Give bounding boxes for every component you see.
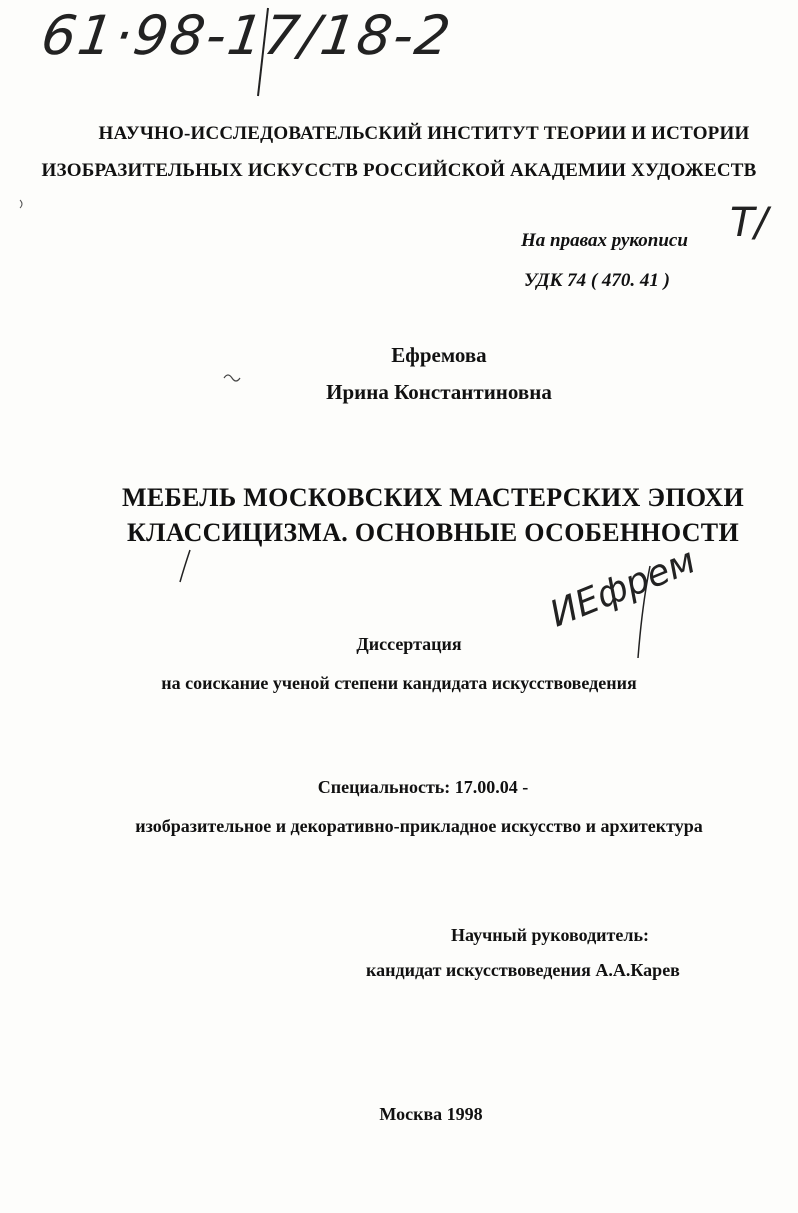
- handwritten-shelf-code: 61·98-17/18-2: [37, 4, 456, 67]
- author-surname: Ефремова: [391, 343, 487, 367]
- dissertation-title-line-1: МЕБЕЛЬ МОСКОВСКИХ МАСТЕРСКИХ ЭПОХИ: [122, 483, 744, 512]
- manuscript-rights: На правах рукописи: [521, 230, 688, 251]
- specialty-code: Специальность: 17.00.04 -: [317, 777, 529, 797]
- institute-line-1: НАУЧНО-ИССЛЕДОВАТЕЛЬСКИЙ ИНСТИТУТ ТЕОРИИ И ИСТОРИИ: [98, 123, 750, 144]
- handwritten-mark: Т/: [730, 200, 768, 246]
- author-given-name: Ирина Константиновна: [326, 380, 552, 404]
- author-signature: ИЕфрем: [544, 540, 702, 636]
- institute-line-2: ИЗОБРАЗИТЕЛЬНЫХ ИСКУССТВ РОССИЙСКОЙ АКАДЕМИИ ХУДОЖЕСТВ: [41, 160, 757, 181]
- specialty-name: изобразительное и декоративно-прикладное искусство и архитектура: [135, 816, 703, 836]
- supervisor-label: Научный руководитель:: [451, 925, 649, 945]
- place-and-year: Москва 1998: [379, 1104, 483, 1124]
- supervisor-name: кандидат искусствоведения А.А.Карев: [366, 960, 680, 980]
- dissertation-label: Диссертация: [356, 634, 462, 654]
- udk-code: УДК 74 ( 470. 41 ): [524, 270, 670, 291]
- degree-purpose: на соискание ученой степени кандидата искусствоведения: [161, 673, 637, 693]
- dissertation-title-line-2: КЛАССИЦИЗМА. ОСНОВНЫЕ ОСОБЕННОСТИ: [127, 518, 739, 547]
